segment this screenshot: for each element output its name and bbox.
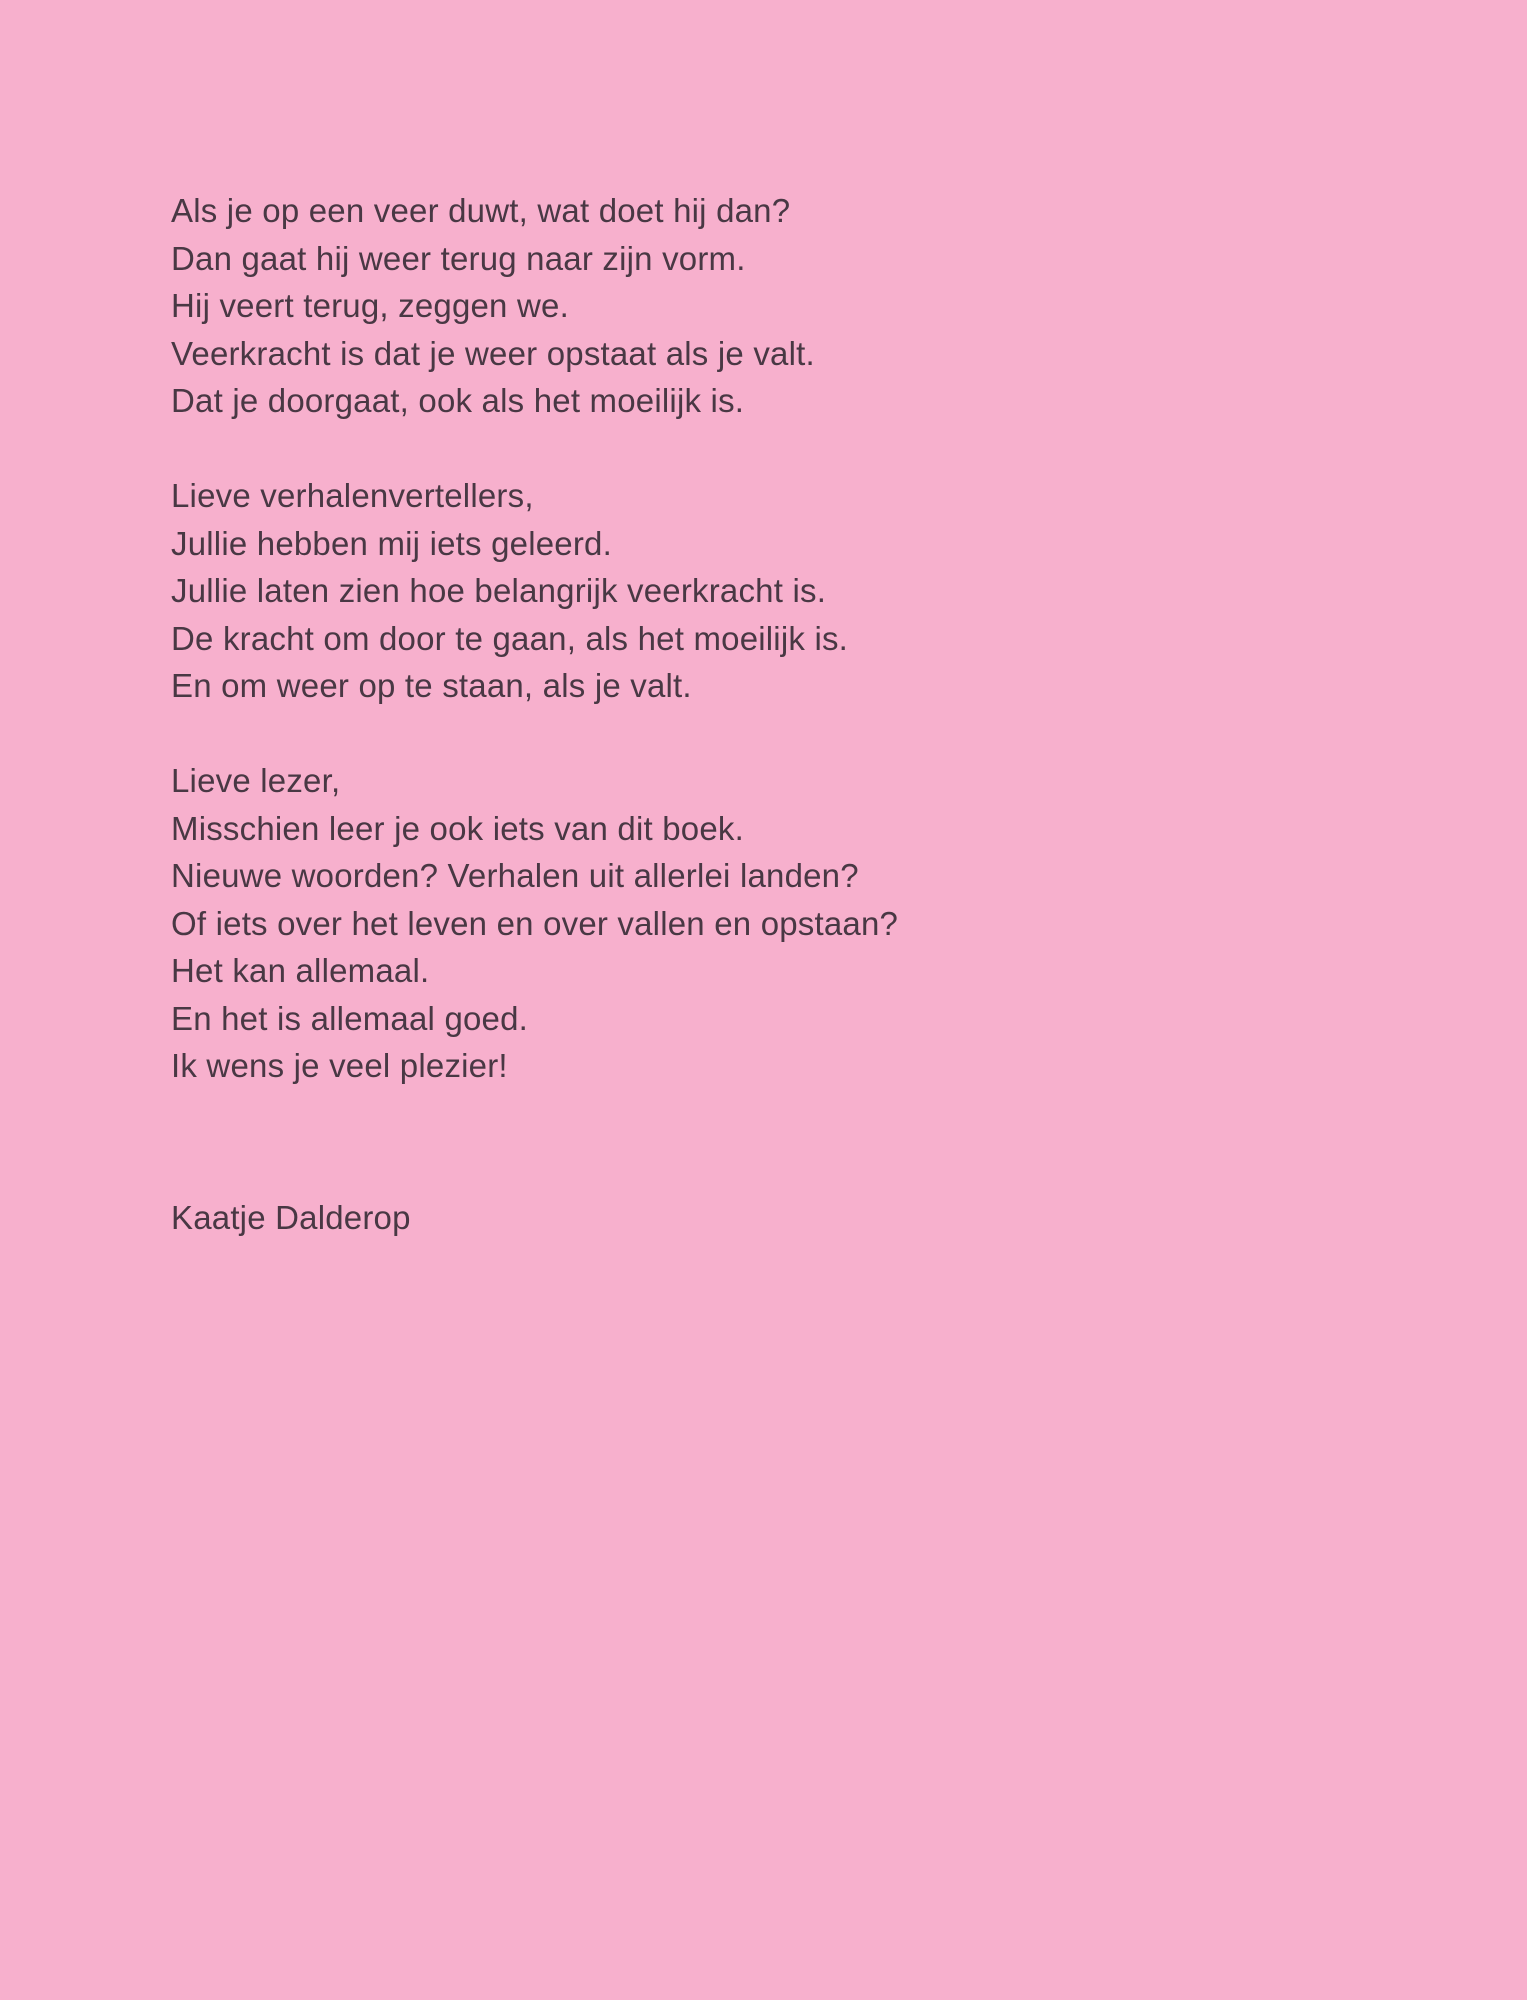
paragraph-reader [171, 757, 1371, 1090]
poem-line: Jullie hebben mij iets geleerd. [171, 524, 612, 562]
foreword-text [171, 187, 1371, 1289]
poem-line: Of iets over het leven en over vallen en opstaan? [171, 904, 899, 942]
poem-line: En om weer op te staan, als je valt. [171, 667, 692, 704]
poem-line: Als je op een veer duwt, wat doet hij dan? [171, 192, 791, 229]
author-signature [171, 1194, 1371, 1242]
paragraph-intro [171, 187, 1371, 425]
poem-line: Nieuwe woorden? Verhalen uit allerlei landen? [171, 857, 859, 894]
paragraph-storytellers [171, 472, 1371, 710]
poem-line: De kracht om door te gaan, als het moeilijk is. [171, 619, 849, 657]
poem-line: Het kan allemaal. [171, 952, 430, 989]
poem-line: Ik wens je veel plezier! [171, 1047, 508, 1084]
poem-line: Lieve lezer, [171, 762, 341, 799]
poem-line: Jullie laten zien hoe belangrijk veerkracht is. [171, 572, 827, 609]
poem-line: Dat je doorgaat, ook als het moeilijk is. [171, 382, 745, 419]
poem-line: Veerkracht is dat je weer opstaat als je valt. [171, 334, 815, 372]
author-name: Kaatje Dalderop [171, 1198, 411, 1236]
poem-line: En het is allemaal goed. [171, 999, 529, 1037]
poem-line: Dan gaat hij weer terug naar zijn vorm. [171, 239, 746, 277]
poem-line: Hij veert terug, zeggen we. [171, 287, 569, 324]
poem-line: Lieve verhalenvertellers, [171, 477, 534, 514]
poem-line: Misschien leer je ook iets van dit boek. [171, 809, 744, 847]
